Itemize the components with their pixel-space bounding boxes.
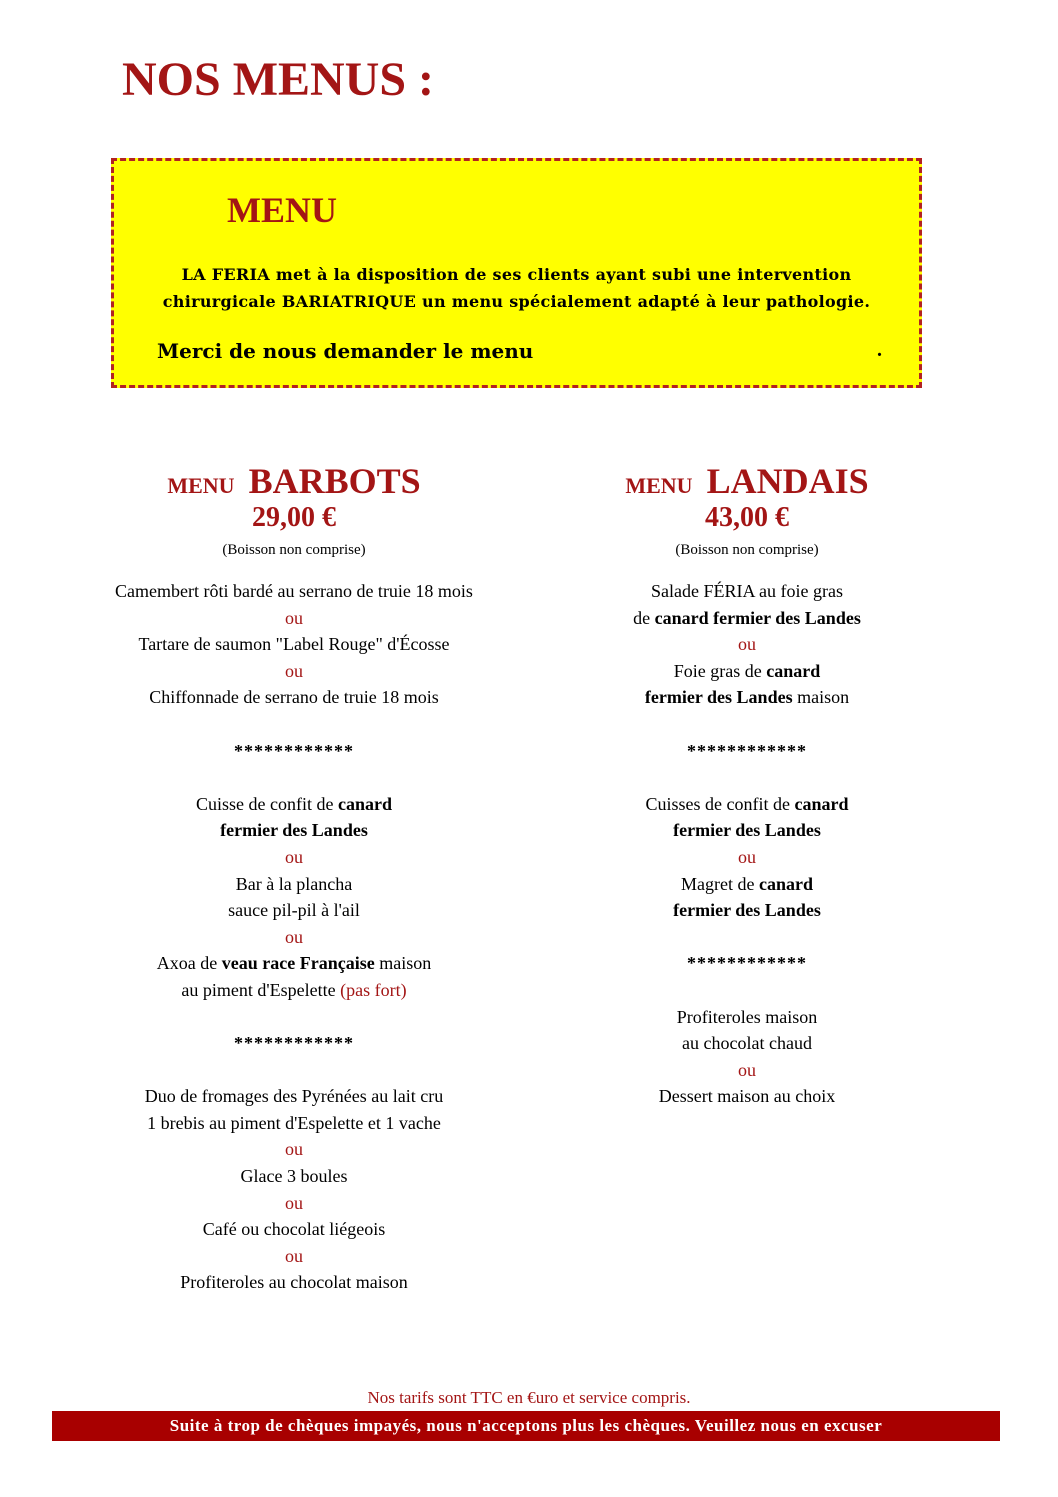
dish-text: 1 brebis au piment d'Espelette et 1 vache — [147, 1112, 441, 1133]
dish-line — [532, 1004, 962, 1031]
menu-name: LANDAIS — [706, 461, 869, 501]
course-separator — [79, 738, 509, 765]
course-separator — [79, 1030, 509, 1057]
dish-text: ************ — [687, 953, 807, 974]
menu-dish-list — [79, 578, 509, 1296]
dish-line — [532, 605, 962, 632]
menu-barbots — [79, 460, 509, 1296]
dish-line — [532, 817, 962, 844]
dish-line — [532, 684, 962, 711]
menu-label: MENU — [625, 473, 693, 498]
dish-text: ou — [738, 846, 756, 867]
bariatric-text-line-2: chirurgicale BARIATRIQUE un menu spécialement adapté à leur pathologie. — [162, 292, 871, 311]
dish-text: sauce pil-pil à l'ail — [228, 900, 360, 921]
dish-line — [79, 578, 509, 605]
dish-text: Café ou chocolat liégeois — [202, 1219, 386, 1240]
dish-text: Duo de fromages des Pyrénées au lait cru — [144, 1086, 444, 1107]
dish-text: ou — [738, 1059, 756, 1080]
dish-text: Cuisse de confit de — [196, 793, 338, 814]
dish-line — [532, 578, 962, 605]
pricing-note: Nos tarifs sont TTC en €uro et service compris. — [367, 1388, 691, 1407]
choice-separator — [79, 1190, 509, 1217]
dish-text: Profiteroles au chocolat maison — [180, 1272, 408, 1293]
choice-separator — [532, 1057, 962, 1084]
dish-text: fermier des Landes — [673, 820, 821, 841]
dish-text: canard — [337, 793, 392, 814]
dish-text: ************ — [234, 1033, 354, 1054]
dish-text: (pas fort) — [340, 979, 407, 1000]
menu-drink-note: (Boisson non comprise) — [675, 542, 819, 558]
choice-separator — [79, 605, 509, 632]
dish-line — [79, 791, 509, 818]
choice-separator — [532, 631, 962, 658]
dish-text: ************ — [234, 740, 354, 761]
dish-text: fermier des Landes — [673, 900, 821, 921]
dish-line — [532, 871, 962, 898]
dish-line — [79, 977, 509, 1004]
dish-text: ou — [285, 926, 303, 947]
bariatric-ask-text: Merci de nous demander le menu — [157, 339, 534, 363]
dish-text: Dessert maison au choix — [658, 1086, 836, 1107]
dish-text: canard — [758, 873, 813, 894]
bariatric-ask-dot: . — [877, 339, 882, 361]
dish-text: fermier des Landes — [644, 687, 793, 708]
dish-text: Glace 3 boules — [240, 1166, 348, 1187]
dish-text: ou — [285, 1245, 303, 1266]
menu-name: BARBOTS — [248, 461, 421, 501]
dish-text: au piment d'Espelette — [181, 979, 341, 1000]
choice-separator — [79, 1243, 509, 1270]
line-spacer — [532, 711, 962, 738]
bariatric-menu-box — [111, 158, 922, 388]
dish-text: Axoa de — [156, 953, 222, 974]
dish-line — [79, 950, 509, 977]
dish-text: canard fermier des Landes — [654, 607, 861, 628]
dish-text: Bar à la plancha — [235, 873, 353, 894]
dish-text: au chocolat chaud — [682, 1033, 812, 1054]
dish-text: veau race Française — [221, 953, 375, 974]
choice-separator — [79, 1136, 509, 1163]
dish-text: ou — [285, 660, 303, 681]
dish-text: Cuisses de confit de — [645, 793, 795, 814]
dish-text: de — [633, 607, 655, 628]
bariatric-text-line-1: LA FERIA met à la disposition de ses clients ayant subi une intervention — [181, 265, 852, 284]
line-spacer — [532, 764, 962, 791]
dish-line — [532, 791, 962, 818]
dish-text: canard — [766, 660, 821, 681]
menu-drink-note: (Boisson non comprise) — [222, 542, 366, 558]
dish-line — [79, 1269, 509, 1296]
dish-text: maison — [374, 953, 432, 974]
choice-separator — [79, 844, 509, 871]
line-spacer — [79, 1057, 509, 1084]
dish-text: fermier des Landes — [220, 820, 368, 841]
bariatric-box-title: MENU — [227, 190, 337, 230]
course-separator — [532, 950, 962, 977]
dish-line — [79, 1110, 509, 1137]
dish-line — [79, 1216, 509, 1243]
choice-separator — [79, 924, 509, 951]
choice-separator — [79, 658, 509, 685]
dish-text: Camembert rôti bardé au serrano de truie 18 mois — [115, 581, 473, 601]
dish-text: ou — [285, 846, 303, 867]
line-spacer — [79, 711, 509, 738]
dish-text: Tartare de saumon "Label Rouge" d'Écosse — [138, 634, 450, 655]
dish-line — [532, 897, 962, 924]
dish-line — [79, 897, 509, 924]
menu-header — [79, 460, 509, 500]
line-spacer — [532, 977, 962, 1004]
choice-separator — [532, 844, 962, 871]
dish-line — [79, 1163, 509, 1190]
page-title: NOS MENUS : — [122, 53, 435, 106]
dish-text: ou — [285, 1139, 303, 1160]
dish-text: Profiteroles maison — [676, 1006, 818, 1027]
dish-line — [79, 631, 509, 658]
line-spacer — [532, 924, 962, 951]
dish-text: Magret de — [681, 873, 759, 894]
dish-text: ou — [738, 634, 756, 655]
menu-price: 29,00 € — [252, 502, 336, 533]
dish-line — [79, 1083, 509, 1110]
dish-text: Foie gras de — [673, 660, 767, 681]
dish-text: ************ — [687, 740, 807, 761]
dish-text: Chiffonnade de serrano de truie 18 mois — [149, 687, 439, 708]
dish-line — [532, 658, 962, 685]
dish-line — [79, 871, 509, 898]
dish-line — [79, 817, 509, 844]
menu-header — [532, 460, 962, 500]
course-separator — [532, 738, 962, 765]
dish-line — [532, 1030, 962, 1057]
dish-line — [532, 1083, 962, 1110]
line-spacer — [79, 1004, 509, 1031]
dish-text: ou — [285, 1192, 303, 1213]
menu-landais — [532, 460, 962, 1110]
line-spacer — [79, 764, 509, 791]
menu-price: 43,00 € — [705, 502, 789, 533]
cheque-notice-bar: Suite à trop de chèques impayés, nous n'acceptons plus les chèques. Veuillez nous en excuser — [52, 1411, 1000, 1441]
bariatric-description — [114, 261, 919, 315]
dish-text: maison — [792, 687, 850, 708]
dish-text: ou — [285, 607, 303, 628]
dish-text: Salade FÉRIA au foie gras — [651, 581, 843, 601]
dish-text: canard — [794, 793, 849, 814]
dish-line — [79, 684, 509, 711]
menu-dish-list — [532, 578, 962, 1110]
menu-label: MENU — [167, 473, 235, 498]
